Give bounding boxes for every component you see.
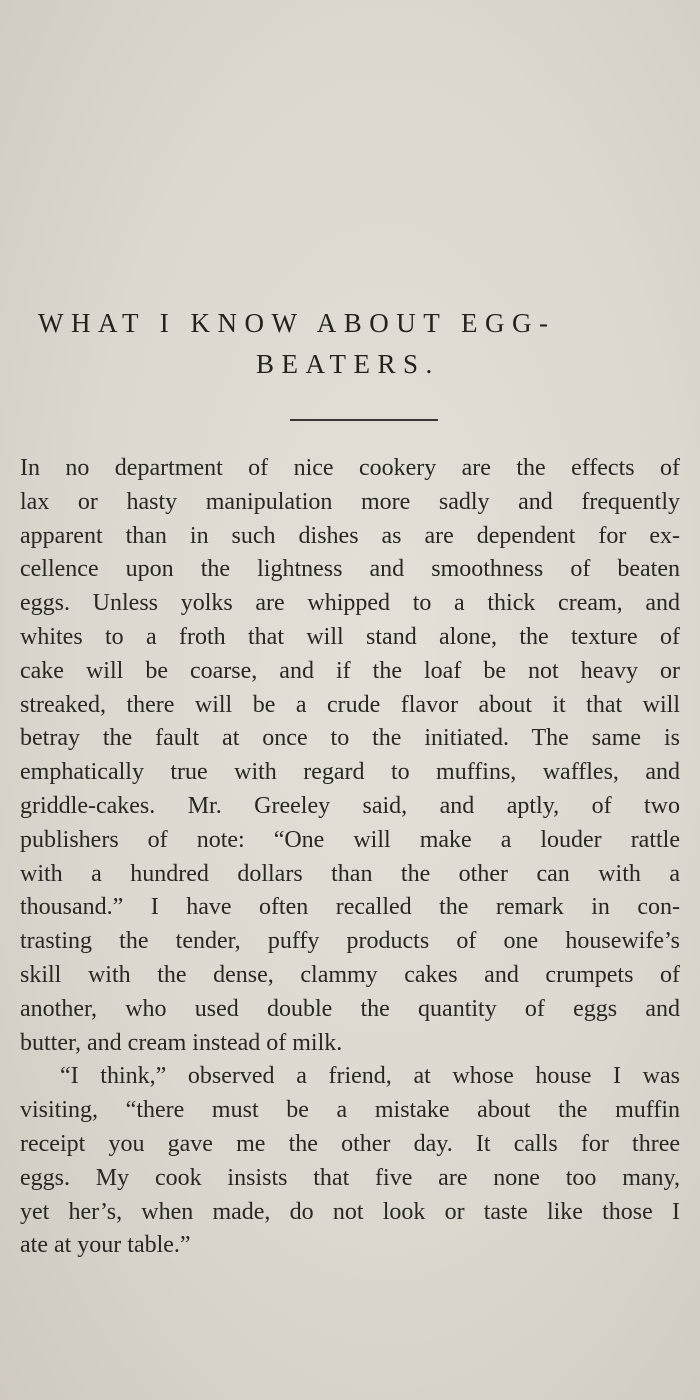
text-line: another, who used double the quantity of eggs and	[20, 995, 680, 1022]
text-line: skill with the dense, clammy cakes and crumpets of	[20, 961, 680, 988]
text-line: with a hundred dollars than the other can with a	[20, 860, 680, 887]
text-line: publishers of note: “One will make a louder rattle	[20, 826, 680, 853]
text-line: apparent than in such dishes as are dependent for ex-	[20, 522, 680, 549]
text-line: receipt you gave me the other day. It calls for three	[20, 1130, 680, 1157]
text-line: thousand.” I have often recalled the remark in con-	[20, 894, 680, 921]
title-rule	[290, 419, 438, 421]
text-line: whites to a froth that will stand alone, the texture of	[20, 623, 680, 650]
text-line: visiting, “there must be a mistake about the muffin	[20, 1097, 680, 1124]
text-line: emphatically true with regard to muffins, waffles, and	[20, 759, 680, 786]
text-line: cake will be coarse, and if the loaf be not heavy or	[20, 657, 680, 684]
chapter-body	[20, 452, 680, 1263]
text-line: griddle-cakes. Mr. Greeley said, and aptly, of two	[20, 792, 680, 819]
paragraph-1	[20, 452, 680, 1060]
chapter-title-line-1: WHAT I KNOW ABOUT EGG-	[38, 308, 556, 338]
text-line: butter, and cream instead of milk.	[20, 1029, 343, 1056]
text-line: ate at your table.”	[20, 1232, 191, 1259]
text-line: cellence upon the lightness and smoothness of beaten	[20, 556, 680, 583]
text-line: In no department of nice cookery are the effects of	[20, 455, 680, 481]
text-line: eggs. My cook insists that five are none too many,	[20, 1164, 680, 1191]
paragraph-2	[20, 1060, 680, 1263]
text-line: streaked, there will be a crude flavor about it that will	[20, 691, 680, 718]
text-line: lax or hasty manipulation more sadly and frequently	[20, 488, 680, 515]
chapter-title-line-2: BEATERS.	[256, 349, 440, 379]
text-line: “I think,” observed a friend, at whose house I was	[60, 1063, 680, 1090]
text-line: betray the fault at once to the initiated. The same is	[20, 725, 680, 752]
text-line: eggs. Unless yolks are whipped to a thick cream, and	[20, 590, 680, 617]
text-line: yet her’s, when made, do not look or taste like those I	[20, 1198, 680, 1225]
text-line: trasting the tender, puffy products of one housewife’s	[20, 928, 680, 955]
